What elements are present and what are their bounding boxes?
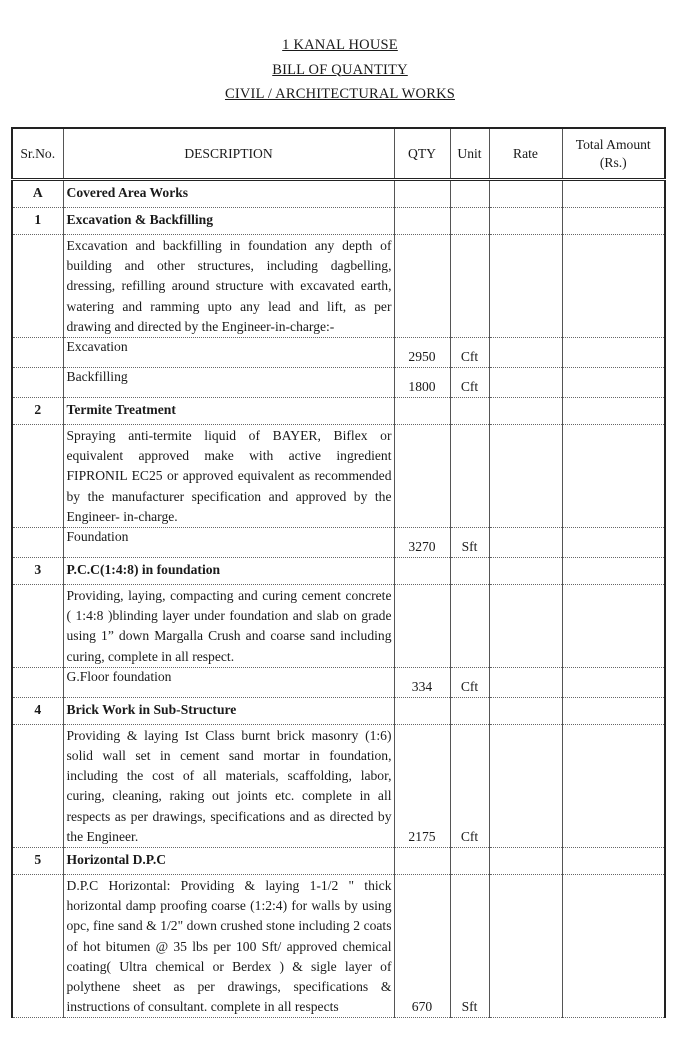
header-sr: Sr.No.	[12, 128, 63, 180]
item-title: P.C.C(1:4:8) in foundation	[63, 558, 394, 585]
header-rate: Rate	[489, 128, 562, 180]
item-title: Excavation & Backfilling	[63, 208, 394, 235]
item-sr: 3	[12, 558, 63, 585]
item-description-row	[12, 875, 665, 1018]
sub-item-row	[12, 368, 665, 398]
item-title: Termite Treatment	[63, 398, 394, 425]
title-works: CIVIL / ARCHITECTURAL WORKS	[224, 86, 455, 102]
sub-item-label: G.Floor foundation	[63, 667, 394, 697]
item-description: Providing & laying Ist Class burnt brick masonry (1:6) solid wall set in cement sand mortar in foundation, including the cost of all materials, scaffolding, labor, curing, cleaning, raking out joints etc. complete in all respects as per drawings, specifications and as directed by the Engineer.	[63, 724, 394, 847]
item-qty: 670	[394, 875, 450, 1018]
sub-item-row	[12, 528, 665, 558]
sub-item-row	[12, 667, 665, 697]
item-description-row	[12, 724, 665, 847]
sub-item-unit: Cft	[450, 368, 489, 398]
item-unit: Sft	[450, 875, 489, 1018]
item-description-row	[12, 585, 665, 668]
document-title-block	[0, 33, 680, 107]
item-unit: Cft	[450, 724, 489, 847]
item-description: Excavation and backfilling in foundation any depth of building and other structures, including dagbelling, dressing, refilling around structure with excavated earth, watering and ramming upto any lead and lift, as per drawing and directed by the Engineer-in-charge:-	[63, 235, 394, 338]
sub-item-label: Backfilling	[63, 368, 394, 398]
sub-item-row	[12, 338, 665, 368]
item-description-row	[12, 235, 665, 338]
item-sr: 5	[12, 848, 63, 875]
item-heading-row	[12, 558, 665, 585]
sub-item-qty: 334	[394, 667, 450, 697]
item-description-row	[12, 425, 665, 528]
item-heading-row	[12, 398, 665, 425]
item-description: Providing, laying, compacting and curing cement concrete ( 1:4:8 )blinding layer under foundation and slab on grade using 1” down Margalla Crush and coarse sand including curing, complete in all respect.	[63, 585, 394, 668]
boq-table	[11, 127, 666, 1018]
title-boq: BILL OF QUANTITY	[272, 61, 408, 78]
item-qty: 2175	[394, 724, 450, 847]
sub-item-label: Foundation	[63, 528, 394, 558]
header-amount-line1: Total Amount	[575, 136, 651, 152]
item-description: Spraying anti-termite liquid of BAYER, Biflex or equivalent approved make with active ingredient FIPRONIL EC25 or approved equivalent as recommended by the manufacturer specification and approved by the Engineer- in-charge.	[63, 425, 394, 528]
sub-item-qty: 3270	[394, 528, 450, 558]
item-sr: 2	[12, 398, 63, 425]
sub-item-label: Excavation	[63, 338, 394, 368]
sub-item-unit: Cft	[450, 338, 489, 368]
item-sr: 1	[12, 208, 63, 235]
section-sr: A	[12, 180, 63, 208]
sub-item-unit: Sft	[450, 528, 489, 558]
item-heading-row	[12, 848, 665, 875]
section-row	[12, 180, 665, 208]
item-sr: 4	[12, 697, 63, 724]
item-title: Brick Work in Sub-Structure	[63, 697, 394, 724]
sub-item-unit: Cft	[450, 667, 489, 697]
item-description: D.P.C Horizontal: Providing & laying 1-1/2 " thick horizontal damp proofing coarse (1:2:4) for walls by using opc, fine sand & 1/2" down crushed stone including 2 coats of hot bitumen @ 35 lbs per 100 Sft/ approved chemical coating( Ultra chemical or Berdex ) & sigle layer of polythene sheet as per drawings, specifications & instructions of consultant. complete in all respects	[63, 875, 394, 1018]
title-project: 1 KANAL HOUSE	[282, 37, 398, 53]
header-unit: Unit	[450, 128, 489, 180]
table-header-row	[12, 128, 665, 180]
header-amount	[562, 128, 665, 180]
header-qty: QTY	[394, 128, 450, 180]
header-amount-line2: (Rs.)	[599, 154, 627, 170]
item-heading-row	[12, 697, 665, 724]
header-description: DESCRIPTION	[63, 128, 394, 180]
sub-item-qty: 1800	[394, 368, 450, 398]
item-title: Horizontal D.P.C	[63, 848, 394, 875]
item-heading-row	[12, 208, 665, 235]
sub-item-qty: 2950	[394, 338, 450, 368]
section-title: Covered Area Works	[63, 180, 394, 208]
